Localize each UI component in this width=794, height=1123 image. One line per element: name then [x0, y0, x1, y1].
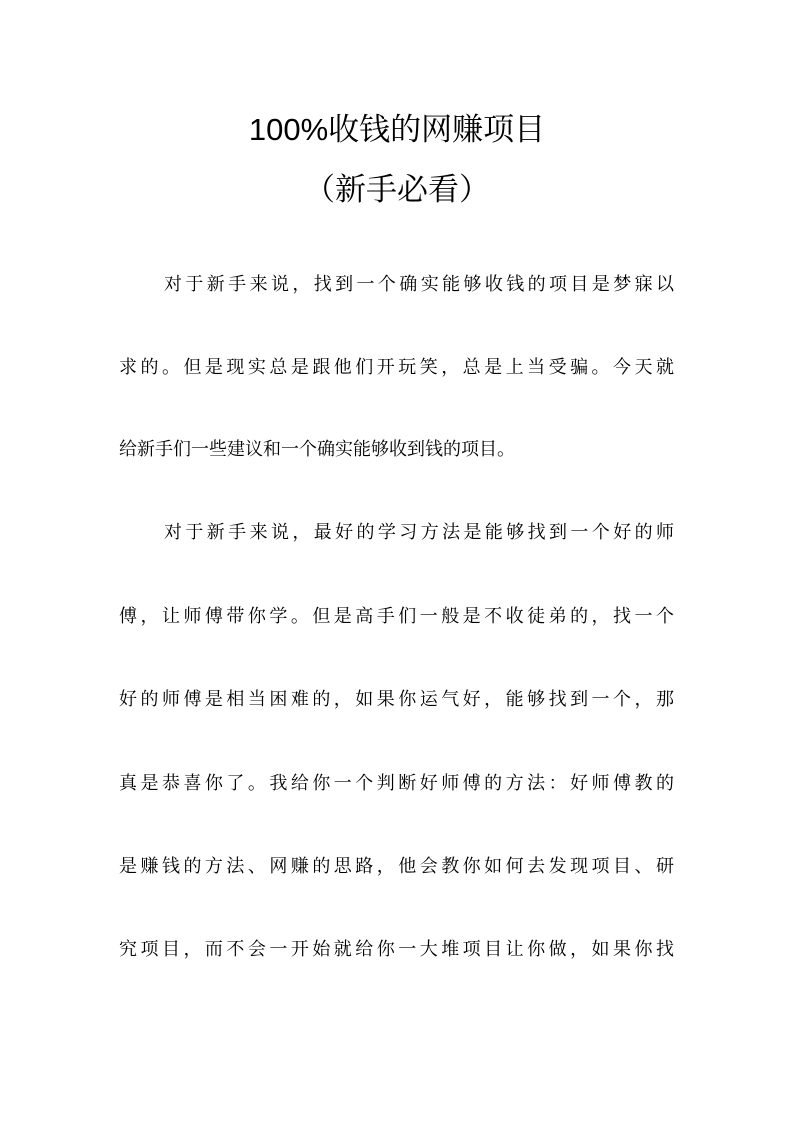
- paragraph-2-line-5: 是赚钱的方法、网赚的思路，他会教你如何去发现项目、研: [119, 856, 674, 877]
- paragraph-1-line-1: 对于新手来说，找到一个确实能够收钱的项目是梦寐以: [164, 274, 674, 295]
- paragraph-2-line-6: 究项目，而不会一开始就给你一大堆项目让你做，如果你找: [119, 939, 674, 960]
- paragraph-1-line-2: 求的。但是现实总是跟他们开玩笑，总是上当受骗。今天就: [119, 357, 674, 378]
- paragraph-2-line-3: 好的师傅是相当困难的，如果你运气好，能够找到一个，那: [119, 689, 674, 710]
- paragraph-2-line-4: 真是恭喜你了。我给你一个判断好师傅的方法：好师傅教的: [119, 773, 674, 794]
- document-title: 100%收钱的网赚项目: [248, 112, 546, 147]
- document-subtitle: （新手必看）: [304, 172, 490, 207]
- paragraph-2-line-1: 对于新手来说，最好的学习方法是能够找到一个好的师: [164, 522, 674, 543]
- paragraph-1-line-3: 给新手们一些建议和一个确实能够收到钱的项目。: [119, 439, 515, 460]
- paragraph-2-line-2: 傅，让师傅带你学。但是高手们一般是不收徒弟的，找一个: [119, 606, 674, 627]
